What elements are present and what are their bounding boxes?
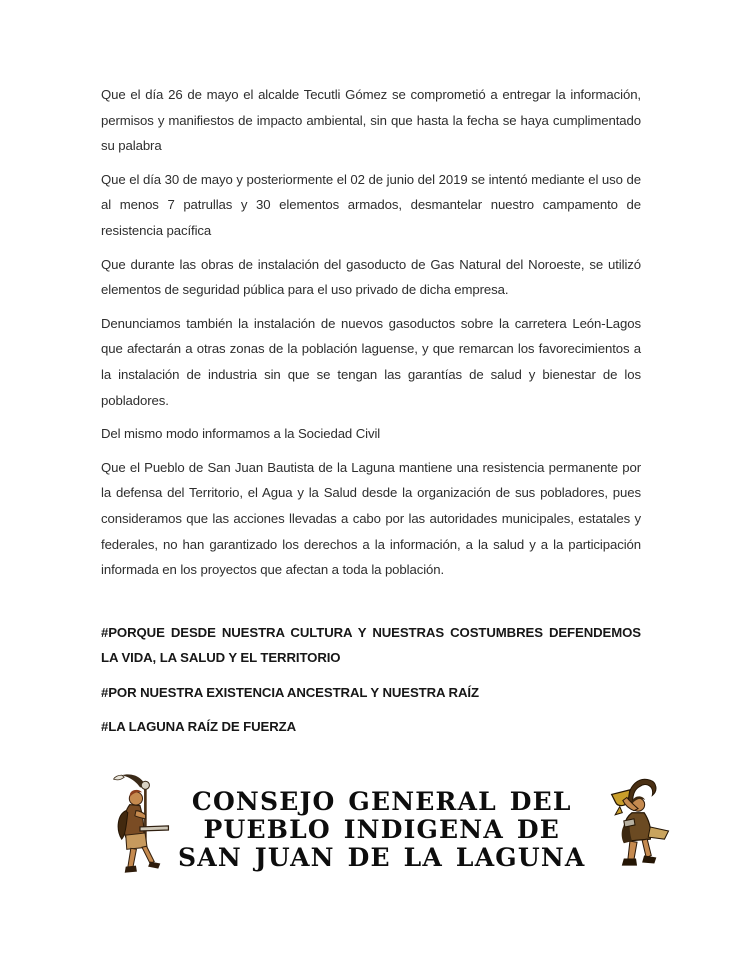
paragraph-2: Que el día 30 de mayo y posteriormente el 02 de junio del 2019 se intentó mediante el uso de al menos 7 patrullas y 30 elementos armados, desmantelar nuestro campamento de resistencia pacífica <box>101 171 641 238</box>
organization-title-line-2: PUEBLO INDIGENA DE <box>203 815 560 844</box>
aztec-codex-figure-right-icon <box>592 768 678 892</box>
hashtag-section <box>101 620 641 740</box>
letterhead-footer <box>0 768 742 892</box>
organization-title-line-3: SAN JUAN DE LA LAGUNA <box>178 843 586 872</box>
hashtag-line-3: #LA LAGUNA RAÍZ DE FUERZA <box>101 719 297 735</box>
document-body <box>101 82 641 749</box>
aztec-codex-figure-left-icon <box>98 768 184 892</box>
hashtag-line-2: #POR NUESTRA EXISTENCIA ANCESTRAL Y NUESTRA RAÍZ <box>101 684 479 700</box>
paragraph-5: Del mismo modo informamos a la Sociedad Civil <box>101 426 381 442</box>
paragraph-6: Que el Pueblo de San Juan Bautista de la Laguna mantiene una resistencia permanente por la defensa del Territorio, el Agua y la Salud desde la organización de sus pobladores, pues consideramos que las acciones llevadas a cabo por las autoridades municipales, estatales y federales, no han garantizado los derechos a la información, a la salud y a la participación informada en los proyectos que afectan a toda la población. <box>101 459 641 578</box>
hashtag-line-1: #PORQUE DESDE NUESTRA CULTURA Y NUESTRAS COSTUMBRES DEFENDEMOS LA VIDA, LA SALUD Y EL TERRITORIO <box>101 624 641 666</box>
organization-title-line-1: CONSEJO GENERAL DEL <box>191 787 572 816</box>
paragraph-3: Que durante las obras de instalación del gasoducto de Gas Natural del Noroeste, se utilizó elementos de seguridad pública para el uso privado de dicha empresa. <box>101 256 641 298</box>
organization-title <box>178 788 586 872</box>
paragraph-4: Denunciamos también la instalación de nuevos gasoductos sobre la carretera León-Lagos que afectarán a otras zonas de la población laguense, y que remarcan los favorecimientos a la instalación de industria sin que se tengan las garantías de salud y bienestar de los pobladores. <box>101 315 641 408</box>
paragraph-1: Que el día 26 de mayo el alcalde Tecutli Gómez se comprometió a entregar la información, permisos y manifiestos de impacto ambiental, sin que hasta la fecha se haya cumplimentado su palabra <box>101 87 641 154</box>
